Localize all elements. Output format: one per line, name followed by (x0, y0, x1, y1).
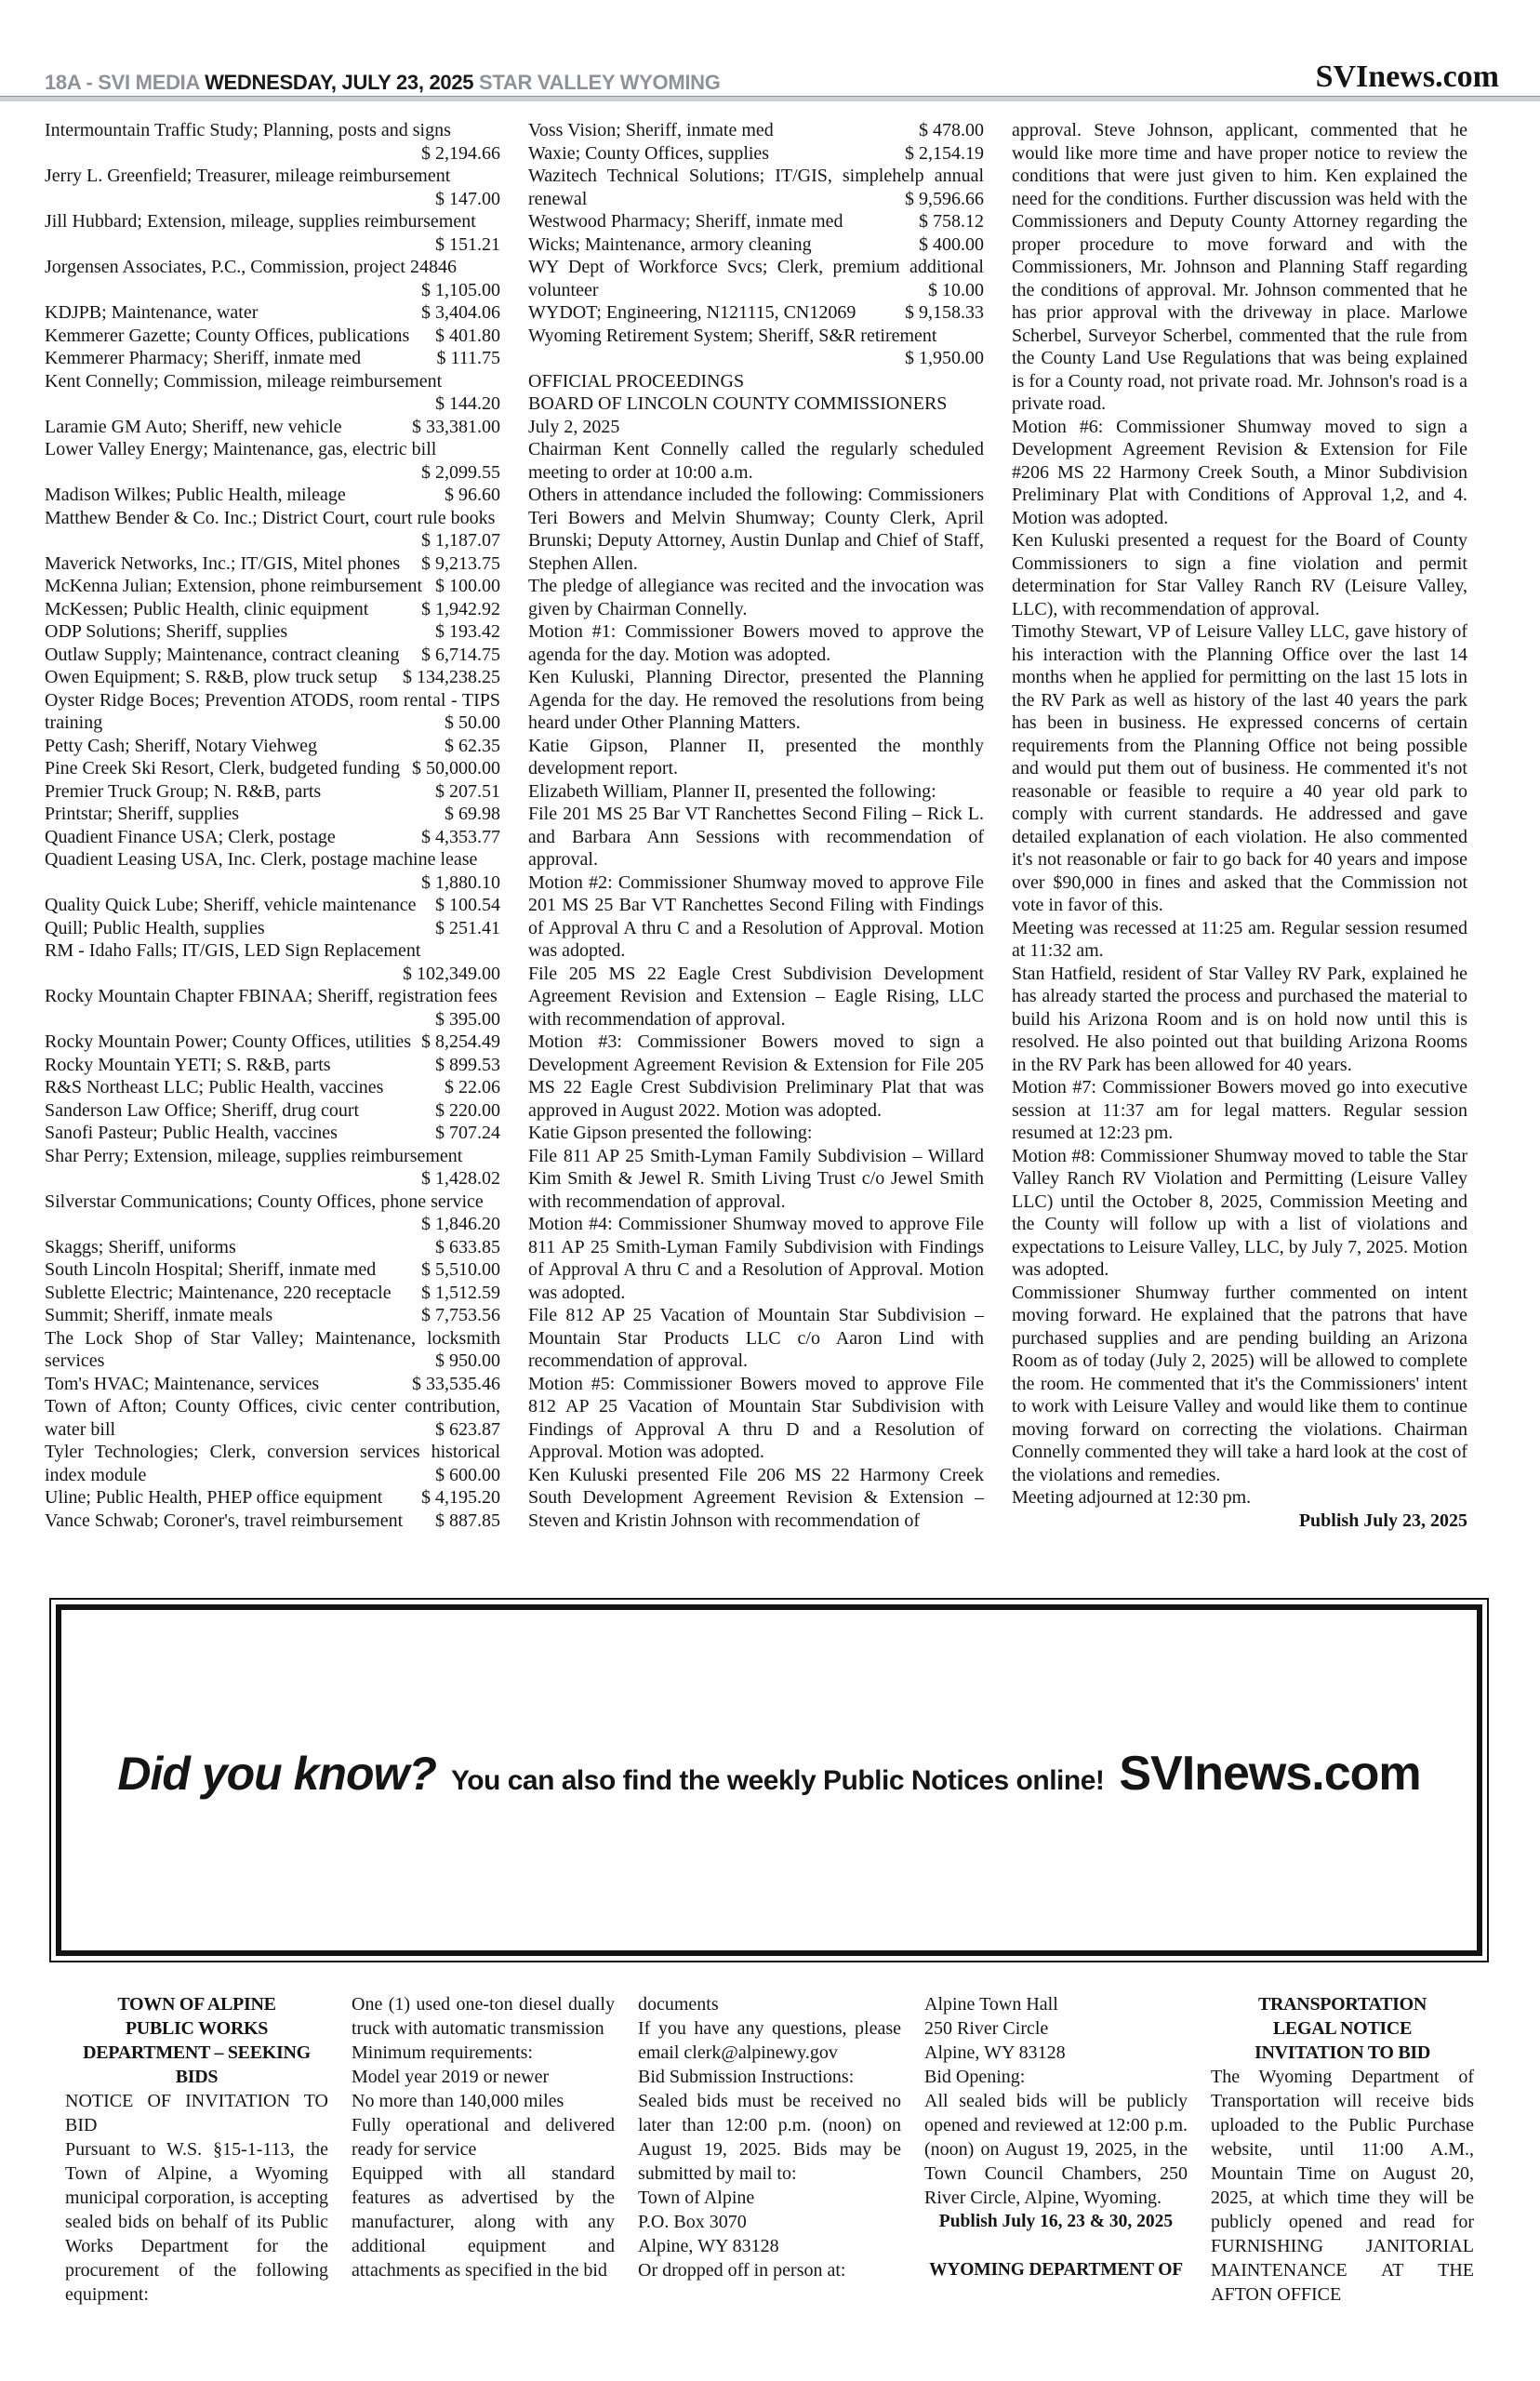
paragraph: File 201 MS 25 Bar VT Ranchettes Second Filing – Rick L. and Barbara Ann Sessions with recommendation of approval. (528, 804, 984, 870)
paragraph: Motion #1: Commissioner Bowers moved to approve the agenda for the day. Motion was adopted. (528, 621, 984, 665)
payment-amount: $ 69.98 (445, 804, 500, 824)
payment-row: The Lock Shop of Star Valley; Maintenance, locksmith services $ 950.00 (45, 1327, 500, 1371)
paragraph: Meeting was recessed at 11:25 am. Regular session resumed at 11:32 am. (1012, 917, 1467, 961)
payment-amount: $ 134,238.25 (403, 667, 500, 687)
paragraph: Stan Hatfield, resident of Star Valley RV Park, explained he has already started the process and purchased the material to build his Arizona Room and is on hold now until this is resolved. He also pointed out that building Arizona Rooms in the RV Park has been allowed for 40 years. (1012, 963, 1467, 1075)
payment-row: Skaggs; Sheriff, uniforms $ 633.85 (45, 1236, 500, 1257)
payment-amount: $ 62.35 (445, 735, 500, 756)
payment-amount: $ 1,512.59 (421, 1282, 500, 1303)
payment-amount: $ 899.53 (435, 1054, 500, 1075)
payment-row: Rocky Mountain YETI; S. R&B, parts $ 899.53 (45, 1054, 500, 1075)
payment-amount: $ 1,950.00 (905, 348, 984, 368)
payment-row: Intermountain Traffic Study; Planning, posts and signs $ 2,194.66 (45, 120, 500, 164)
payment-amount: $ 100.00 (435, 576, 500, 596)
header-dateline (45, 71, 721, 95)
paragraph: NOTICE OF INVITATION TO BID (65, 2091, 328, 2135)
paragraph: One (1) used one-ton diesel dually truck with automatic transmission (352, 1994, 615, 2039)
payment-row: Summit; Sheriff, inmate meals $ 7,753.56 (45, 1305, 500, 1325)
paragraph: Bid Submission Instructions: (638, 2067, 855, 2087)
payment-amount: $ 111.75 (436, 348, 500, 368)
payment-amount: $ 623.87 (435, 1418, 500, 1440)
payment-row: McKessen; Public Health, clinic equipment $ 1,942.92 (45, 598, 500, 619)
payment-amount: $ 758.12 (919, 211, 984, 232)
paragraph: Or dropped off in person at: (638, 2260, 846, 2281)
proceedings-col3-paragraphs (1012, 119, 1467, 1510)
wydot-notice-col5 (1211, 1992, 1474, 2307)
payment-amount: $ 151.21 (435, 233, 500, 255)
payment-row: Jorgensen Associates, P.C., Commission, project 24846 $ 1,105.00 (45, 257, 500, 300)
payment-amount: $ 147.00 (435, 188, 500, 209)
bottom-notices (65, 1992, 1475, 2307)
publish-line: Publish July 23, 2025 (1298, 1510, 1467, 1531)
alpine-notice-col4 (924, 1992, 1188, 2307)
payment-row: Jill Hubbard; Extension, mileage, supplies reimbursement $ 151.21 (45, 211, 500, 255)
payment-amount: $ 887.85 (435, 1510, 500, 1531)
proceedings-col2-paragraphs (528, 438, 984, 1532)
payment-amount: $ 193.42 (435, 621, 500, 642)
alpine-col1-paragraphs (65, 2089, 328, 2307)
payment-row: Pine Creek Ski Resort, Clerk, budgeted funding $ 50,000.00 (45, 758, 500, 778)
banner-lead: Did you know? (117, 1748, 436, 1800)
paragraph: The pledge of allegiance was recited and the invocation was given by Chairman Connelly. (528, 576, 984, 619)
payment-row: Rocky Mountain Power; County Offices, utilities $ 8,254.49 (45, 1031, 500, 1052)
column-3 (1012, 119, 1467, 1532)
payment-row: Petty Cash; Sheriff, Notary Viehweg $ 62.35 (45, 735, 500, 756)
paragraph: Elizabeth William, Planner II, presented the following: (528, 780, 936, 802)
column-2 (528, 119, 984, 1532)
payment-amount: $ 633.85 (435, 1236, 500, 1257)
payment-row: Vance Schwab; Coroner's, travel reimbursement $ 887.85 (45, 1510, 500, 1531)
alpine-title (65, 1992, 328, 2089)
payment-row: Owen Equipment; S. R&B, plow truck setup $ 134,238.25 (45, 667, 500, 687)
payment-row: Waxie; County Offices, supplies $ 2,154.19 (528, 142, 984, 164)
paragraph: Motion #7: Commissioner Bowers moved go into executive session at 11:37 am for legal matters. Regular session resumed at 12:23 pm. (1012, 1077, 1467, 1143)
notice-title-line: LEGAL NOTICE (1272, 2018, 1413, 2039)
payment-row: Printstar; Sheriff, supplies $ 69.98 (45, 804, 500, 824)
wydot-paragraphs (1211, 2065, 1474, 2307)
payment-row: KDJPB; Maintenance, water $ 3,404.06 (45, 302, 500, 323)
column-2-payments (528, 119, 984, 370)
payment-row: Kent Connelly; Commission, mileage reimbursement $ 144.20 (45, 370, 500, 414)
notice-title-line: TRANSPORTATION (1257, 1994, 1427, 2015)
proceedings-date: July 2, 2025 (528, 416, 620, 437)
paragraph: Alpine, WY 83128 (924, 2042, 1066, 2063)
payment-amount: $ 8,254.49 (421, 1031, 500, 1052)
payment-row: Rocky Mountain Chapter FBINAA; Sheriff, registration fees $ 395.00 (45, 986, 500, 1030)
payment-amount: $ 2,194.66 (421, 142, 500, 164)
payment-row: R&S Northeast LLC; Public Health, vaccines $ 22.06 (45, 1077, 500, 1097)
paragraph: Town of Alpine (638, 2188, 755, 2208)
payment-row: Quality Quick Lube; Sheriff, vehicle maintenance $ 100.54 (45, 895, 500, 915)
notice-title-line: TOWN OF ALPINE (117, 1994, 276, 2015)
payment-amount: $ 1,105.00 (421, 279, 500, 300)
paragraph: Fully operational and delivered ready for service (352, 2115, 615, 2160)
payment-row: Oyster Ridge Boces; Prevention ATODS, room rental - TIPS training $ 50.00 (45, 689, 500, 733)
page-label: 18A - SVI MEDIA (45, 71, 200, 94)
banner-text: You can also find the weekly Public Notices online! (450, 1765, 1105, 1796)
proceedings-title: OFFICIAL PROCEEDINGS (528, 370, 745, 392)
payment-amount: $ 9,596.66 (905, 188, 984, 209)
payment-row: ODP Solutions; Sheriff, supplies $ 193.42 (45, 621, 500, 642)
payment-row: Kemmerer Gazette; County Offices, publications $ 401.80 (45, 325, 500, 346)
column-1-payments (45, 119, 500, 1532)
payment-row: Sanderson Law Office; Sheriff, drug court $ 220.00 (45, 1099, 500, 1121)
payment-amount: $ 707.24 (435, 1123, 500, 1143)
notice-title-line: PUBLIC WORKS (125, 2018, 269, 2039)
paragraph: Alpine, WY 83128 (638, 2236, 779, 2256)
proceedings-board: BOARD OF LINCOLN COUNTY COMMISSIONERS (528, 393, 948, 414)
payment-row: Wyoming Retirement System; Sheriff, S&R retirement $ 1,950.00 (528, 325, 984, 368)
paragraph: 250 River Circle (924, 2018, 1049, 2039)
wydot-title (1211, 1992, 1474, 2065)
payment-row: Sanofi Pasteur; Public Health, vaccines $ 707.24 (45, 1123, 500, 1143)
payment-row: Tom's HVAC; Maintenance, services $ 33,535.46 (45, 1373, 500, 1394)
payment-row: Westwood Pharmacy; Sheriff, inmate med $ 758.12 (528, 211, 984, 232)
banner-site: SVInews.com (1119, 1747, 1421, 1801)
alpine-notice-col2 (352, 1992, 615, 2307)
payment-row: WY Dept of Workforce Svcs; Clerk, premium additional volunteer $ 10.00 (528, 257, 984, 300)
paragraph: Commissioner Shumway further commented on intent moving forward. He explained that the patrons that have purchased supplies and are pending building an Arizona Room as of today (July 2, 2025) will be allowed to complete the room. He commented that it's the Commissioners' intent to work with Leisure Valley and would like them to continue moving forward on correcting the violations. Chairman Connelly commented they will take a hard look at the cost of the violations and remedies. (1012, 1282, 1467, 1485)
paragraph: Katie Gipson presented the following: (528, 1123, 813, 1143)
paragraph: Ken Kuluski presented a request for the Board of County Commissioners to sign a fine violation and permit determination for Star Valley Ranch RV (Leisure Valley, LLC), with recommendation of approval. (1012, 530, 1467, 619)
paragraph: Motion #5: Commissioner Bowers moved to approve File 812 AP 25 Vacation of Mountain Star Subdivision with Findings of Approval A thru D and a Resolution of Approval. Motion was adopted. (528, 1373, 984, 1462)
paragraph: Bid Opening: (924, 2067, 1026, 2087)
payment-amount: $ 50.00 (445, 712, 500, 733)
payment-row: Lower Valley Energy; Maintenance, gas, electric bill $ 2,099.55 (45, 439, 500, 483)
paragraph: Pursuant to W.S. §15-1-113, the Town of Alpine, a Wyoming municipal corporation, is accepting sealed bids on behalf of its Public Works Department for the procurement of the following equipment: (65, 2139, 328, 2305)
payment-amount: $ 4,195.20 (421, 1487, 500, 1508)
payment-row: Kemmerer Pharmacy; Sheriff, inmate med $ 111.75 (45, 348, 500, 368)
payment-row: Quadient Finance USA; Clerk, postage $ 4,353.77 (45, 826, 500, 847)
paragraph: documents (638, 1994, 719, 2015)
payment-row: Laramie GM Auto; Sheriff, new vehicle $ 33,381.00 (45, 416, 500, 437)
payment-amount: $ 33,381.00 (412, 416, 500, 437)
paragraph: Equipped with all standard features as advertised by the manufacturer, along with any additional equipment and attachments as specified in the bid (352, 2163, 615, 2281)
payment-amount: $ 207.51 (435, 780, 500, 802)
paragraph: Others in attendance included the following: Commissioners Teri Bowers and Melvin Shumway; County Clerk, April Brunski; Deputy Attorney, Austin Dunlap and Chief of Staff, Stephen Allen. (528, 485, 984, 574)
paragraph: Chairman Kent Connelly called the regularly scheduled meeting to order at 10:00 a.m. (528, 439, 984, 483)
payment-amount: $ 6,714.75 (421, 644, 500, 665)
paragraph: Model year 2019 or newer (352, 2067, 550, 2087)
payment-amount: $ 102,349.00 (403, 963, 500, 984)
payment-row: Premier Truck Group; N. R&B, parts $ 207.51 (45, 780, 500, 802)
alpine-notice-col1 (65, 1992, 328, 2307)
payment-row: Sublette Electric; Maintenance, 220 receptacle $ 1,512.59 (45, 1282, 500, 1303)
notice-title-line: DEPARTMENT – SEEKING (83, 2042, 311, 2063)
paragraph: No more than 140,000 miles (352, 2091, 564, 2111)
main-columns (45, 119, 1495, 1532)
payment-amount: $ 2,099.55 (421, 461, 500, 483)
alpine-publish-line: Publish July 16, 23 & 30, 2025 (938, 2212, 1174, 2231)
payment-row: Uline; Public Health, PHEP office equipment $ 4,195.20 (45, 1487, 500, 1508)
payment-amount: $ 3,404.06 (421, 302, 500, 323)
wydot-heading-lead: WYOMING DEPARTMENT OF (929, 2260, 1183, 2280)
payment-amount: $ 1,846.20 (421, 1214, 500, 1234)
masthead-site: SVInews.com (1315, 60, 1499, 94)
paragraph: Meeting adjourned at 12:30 pm. (1012, 1487, 1252, 1508)
payment-row: Jerry L. Greenfield; Treasurer, mileage reimbursement $ 147.00 (45, 166, 500, 209)
payment-row: Wicks; Maintenance, armory cleaning $ 400.00 (528, 233, 984, 255)
payment-amount: $ 100.54 (435, 895, 500, 915)
alpine-notice-col3 (638, 1992, 901, 2307)
paragraph: Motion #6: Commissioner Shumway moved to sign a Development Agreement Revision & Extension for File #206 MS 22 Harmony Creek South, a Minor Subdivision Preliminary Plat with Conditions of Approval 1,2, and 4. Motion was adopted. (1012, 416, 1467, 528)
paragraph: Ken Kuluski, Planning Director, presented the Planning Agenda for the day. He removed the resolutions from being heard under Other Planning Matters. (528, 667, 984, 733)
payment-amount: $ 33,535.46 (412, 1373, 500, 1394)
paragraph: Katie Gipson, Planner II, presented the monthly development report. (528, 735, 984, 778)
banner-inner-frame (56, 1604, 1482, 1956)
payment-row: McKenna Julian; Extension, phone reimbursement $ 100.00 (45, 576, 500, 596)
page-header (45, 60, 1499, 95)
payment-row: Town of Afton; County Offices, civic center contribution, water bill $ 623.87 (45, 1396, 500, 1440)
paragraph: Motion #2: Commissioner Shumway moved to approve File 201 MS 25 Bar VT Ranchettes Second Filing with Findings of Approval A thru C and a Resolution of Approval. Motion was adopted. (528, 871, 984, 961)
paragraph: If you have any questions, please email clerk@alpinewy.gov (638, 2018, 901, 2063)
paragraph: The Wyoming Department of Transportation will receive bids uploaded to the Public Purchase website, until 11:00 A.M., Mountain Time on August 20, 2025, at which time they will be publicly opened and read for FURNISHING JANITORIAL MAINTENANCE AT THE AFTON OFFICE (1211, 2067, 1474, 2305)
paragraph: Motion #8: Commissioner Shumway moved to table the Star Valley Ranch RV Violation and Permitting (Leisure Valley LLC) until the October 8, 2025, Commission Meeting and the County will follow up with a list of violations and expectations to Leisure Valley, LLC, by July 7, 2025. Motion was adopted. (1012, 1145, 1467, 1280)
payment-amount: $ 9,213.75 (421, 552, 500, 574)
notice-title-line: BIDS (175, 2067, 219, 2087)
paragraph: Sealed bids must be received no later than 12:00 p.m. (noon) on August 19, 2025. Bids may be submitted by mail to: (638, 2091, 901, 2184)
payment-amount: $ 1,942.92 (421, 598, 500, 619)
payment-amount: $ 7,753.56 (421, 1305, 500, 1325)
header-date: WEDNESDAY, JULY 23, 2025 (205, 71, 474, 94)
payment-row: WYDOT; Engineering, N121115, CN12069 $ 9,158.33 (528, 302, 984, 323)
payment-row: Tyler Technologies; Clerk, conversion services historical index module $ 600.00 (45, 1442, 500, 1485)
payment-row: Maverick Networks, Inc.; IT/GIS, Mitel phones $ 9,213.75 (45, 552, 500, 574)
payment-amount: $ 600.00 (435, 1464, 500, 1485)
payment-amount: $ 50,000.00 (412, 758, 500, 778)
payment-amount: $ 1,880.10 (421, 871, 500, 893)
payment-amount: $ 2,154.19 (905, 142, 984, 164)
payment-row: Voss Vision; Sheriff, inmate med $ 478.00 (528, 120, 984, 140)
payment-amount: $ 1,187.07 (421, 530, 500, 551)
payment-amount: $ 478.00 (919, 120, 984, 140)
payment-amount: $ 10.00 (928, 279, 984, 300)
paragraph: P.O. Box 3070 (638, 2212, 747, 2232)
paragraph: Minimum requirements: (352, 2042, 533, 2063)
paragraph: Motion #4: Commissioner Shumway moved to approve File 811 AP 25 Smith-Lyman Family Subdivision with Findings of Approval A thru C and a Resolution of Approval. Motion was adopted. (528, 1214, 984, 1303)
payment-amount: $ 9,158.33 (905, 302, 984, 323)
header-rule (0, 96, 1540, 101)
payment-row: Shar Perry; Extension, mileage, supplies reimbursement $ 1,428.02 (45, 1145, 500, 1189)
payment-row: Quill; Public Health, supplies $ 251.41 (45, 917, 500, 938)
payment-amount: $ 401.80 (435, 325, 500, 346)
payment-amount: $ 251.41 (435, 917, 500, 938)
payment-amount: $ 5,510.00 (421, 1259, 500, 1280)
paragraph: Ken Kuluski presented File 206 MS 22 Harmony Creek South Development Agreement Revision & Extension – Steven and Kristin Johnson with recommendation of (528, 1464, 984, 1531)
payment-amount: $ 395.00 (435, 1008, 500, 1030)
header-location: STAR VALLEY WYOMING (479, 71, 721, 94)
paragraph: approval. Steve Johnson, applicant, commented that he would like more time and have proper notice to review the conditions that were just given to him. Ken explained the need for the conditions. Further discussion was held with the Commissioners and Deputy County Attorney regarding the proper procedure to move forward and with the Commissioners, Mr. Johnson and Planning Staff regarding the conditions of approval. Mr. Johnson commented that he has prior approval with the driveway in place. Marlowe Scherbel, Surveyor Scherbel, commented that the rule from the County Land Use Regulations that was being explained is for a County road, not private road. Mr. Johnson's road is a private road. (1012, 120, 1467, 414)
payment-amount: $ 1,428.02 (421, 1168, 500, 1189)
paragraph: Timothy Stewart, VP of Leisure Valley LLC, gave history of his interaction with the Planning Office over the last 14 months when he applied for permitting on the last 15 lots in the RV Park as well as history of the last 40 years the park has been in business. He expressed concerns of certain requirements from the Planning Office not being possible and would put them out of business. He commented it's not reasonable or feasible to require a 40 year old park to comply with current standards. He addressed and gave detailed explanation of each violation. He also commented it's not reasonable or fair to go back for 40 years and impose over $90,000 in fines and asked that the Commission not vote in favor of this. (1012, 621, 1467, 915)
did-you-know-banner (49, 1598, 1489, 1962)
alpine-col4-paragraphs (924, 1992, 1188, 2210)
payment-amount: $ 22.06 (445, 1077, 500, 1097)
payment-row: Silverstar Communications; County Offices, phone service $ 1,846.20 (45, 1190, 500, 1234)
payment-amount: $ 220.00 (435, 1099, 500, 1121)
payment-amount: $ 144.20 (435, 393, 500, 414)
paragraph: File 812 AP 25 Vacation of Mountain Star Subdivision – Mountain Star Products LLC c/o Aaron Lind with recommendation of approval. (528, 1305, 984, 1371)
payment-amount: $ 96.60 (445, 485, 500, 505)
payment-amount: $ 950.00 (435, 1350, 500, 1371)
payment-row: RM - Idaho Falls; IT/GIS, LED Sign Replacement $ 102,349.00 (45, 940, 500, 984)
paragraph: File 205 MS 22 Eagle Crest Subdivision Development Agreement Revision and Extension – Eagle Rising, LLC with recommendation of approval. (528, 963, 984, 1030)
payment-row: South Lincoln Hospital; Sheriff, inmate med $ 5,510.00 (45, 1259, 500, 1280)
paragraph: Alpine Town Hall (924, 1994, 1058, 2015)
notice-title-line: INVITATION TO BID (1254, 2042, 1431, 2063)
paragraph: All sealed bids will be publicly opened and reviewed at 12:00 p.m. (noon) on August 19, 2025, in the Town Council Chambers, 250 River Circle, Alpine, Wyoming. (924, 2091, 1188, 2208)
payment-row: Wazitech Technical Solutions; IT/GIS, simplehelp annual renewal $ 9,596.66 (528, 166, 984, 209)
paragraph: File 811 AP 25 Smith-Lyman Family Subdivision – Willard Kim Smith & Jewel R. Smith Living Trust c/o Jewel Smith with recommendation of approval. (528, 1145, 984, 1212)
payment-amount: $ 400.00 (919, 233, 984, 255)
payment-row: Madison Wilkes; Public Health, mileage $ 96.60 (45, 485, 500, 505)
payment-row: Matthew Bender & Co. Inc.; District Court, court rule books $ 1,187.07 (45, 507, 500, 551)
payment-row: Outlaw Supply; Maintenance, contract cleaning $ 6,714.75 (45, 644, 500, 665)
paragraph: Motion #3: Commissioner Bowers moved to sign a Development Agreement Revision & Extension for File 205 MS 22 Eagle Crest Subdivision Preliminary Plat that was approved in August 2022. Motion was adopted. (528, 1031, 984, 1121)
payment-row: Quadient Leasing USA, Inc. Clerk, postage machine lease $ 1,880.10 (45, 849, 500, 893)
payment-amount: $ 4,353.77 (421, 826, 500, 847)
